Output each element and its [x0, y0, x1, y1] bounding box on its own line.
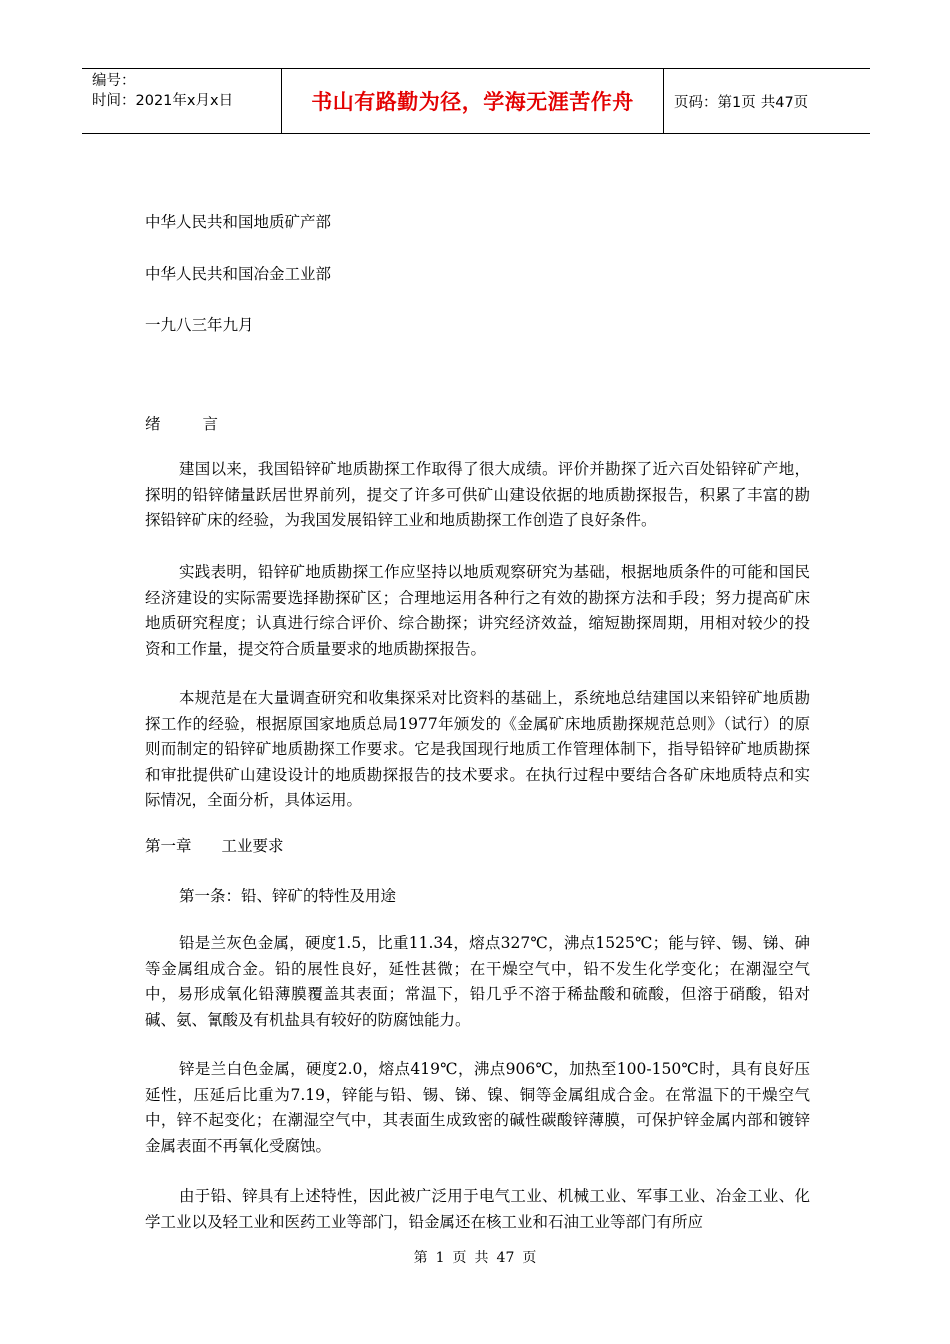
zinc-properties-paragraph: 锌是兰白色金属，硬度2.0，熔点419℃，沸点906℃，加热至100-150℃时，具有良好压延性，压延后比重为7.19，锌能与铅、锡、锑、镍、铜等金属组成合金。在常温下的干燥空气中，锌不起变化；在潮湿空气中，其表面生成致密的碱性碳酸锌薄膜，可保护锌金属内部和镀锌金属表面不再氧化受腐蚀。	[145, 1060, 810, 1155]
issuer-ministry-metallurgy: 中华人民共和国冶金工业部	[145, 265, 332, 283]
page-header	[82, 68, 870, 134]
preface-heading	[145, 412, 218, 434]
footer-ye: 页	[452, 1250, 467, 1266]
footer-gong: 共	[474, 1250, 489, 1266]
uses-paragraph: 由于铅、锌具有上述特性，因此被广泛用于电气工业、机械工业、军事工业、冶金工业、化学工业以及轻工业和医药工业等部门，铅金属还在核工业和石油工业等部门有所应	[145, 1187, 810, 1231]
document-number-label: 编号：	[92, 73, 136, 89]
header-page-info	[664, 69, 870, 133]
preface-heading-char-2: 言	[202, 415, 219, 433]
page-footer	[0, 1247, 950, 1267]
chapter-heading	[145, 834, 284, 856]
footer-di: 第	[413, 1250, 428, 1266]
preface-heading-char-1: 绪	[145, 415, 161, 433]
issue-date: 一九八三年九月	[145, 316, 254, 334]
footer-total-pages: 47	[496, 1250, 515, 1266]
document-time-label: 时间：2021年x月x日	[92, 93, 234, 109]
header-page-number: 页码：第1页	[674, 94, 756, 111]
header-page-total: 共47页	[760, 94, 809, 111]
header-meta	[82, 69, 282, 133]
chapter-title: 工业要求	[221, 837, 284, 855]
issuer-ministry-geology: 中华人民共和国地质矿产部	[145, 213, 332, 231]
article-1-heading: 第一条：铅、锌矿的特性及用途	[179, 887, 397, 905]
footer-page-number: 1	[435, 1250, 445, 1266]
preface-paragraph-3: 本规范是在大量调查研究和收集探采对比资料的基础上，系统地总结建国以来铅锌矿地质勘探工作的经验，根据原国家地质总局1977年颁发的《金属矿床地质勘探规范总则》（试行）的原则而制定的铅锌矿地质勘探工作要求。它是我国现行地质工作管理体制下，指导铅锌矿地质勘探和审批提供矿山建设设计的地质勘探报告的技术要求。在执行过程中要结合各矿床地质特点和实际情况，全面分析，具体运用。	[145, 689, 810, 809]
lead-properties-paragraph: 铅是兰灰色金属，硬度1.5，比重11.34，熔点327℃，沸点1525℃；能与锌、锡、锑、砷等金属组成合金。铅的展性良好，延性甚微；在干燥空气中，铅不发生化学变化；在潮湿空气中，易形成氧化铅薄膜覆盖其表面；常温下，铅几乎不溶于稀盐酸和硫酸，但溶于硝酸，铅对碱、氨、氰酸及有机盐具有较好的防腐蚀能力。	[145, 934, 810, 1029]
preface-paragraph-1: 建国以来，我国铅锌矿地质勘探工作取得了很大成绩。评价并勘探了近六百处铅锌矿产地，探明的铅锌储量跃居世界前列，提交了许多可供矿山建设依据的地质勘探报告，积累了丰富的勘探铅锌矿床的经验，为我国发展铅锌工业和地质勘探工作创造了良好条件。	[145, 460, 810, 529]
footer-ye-2: 页	[522, 1250, 537, 1266]
preface-paragraph-2: 实践表明，铅锌矿地质勘探工作应坚持以地质观察研究为基础，根据地质条件的可能和国民经济建设的实际需要选择勘探矿区；合理地运用各种行之有效的勘探方法和手段；努力提高矿床地质研究程度；认真进行综合评价、综合勘探；讲究经济效益，缩短勘探周期，用相对较少的投资和工作量，提交符合质量要求的地质勘探报告。	[145, 563, 810, 658]
chapter-number: 第一章	[145, 837, 192, 855]
header-motto: 书山有路勤为径，学海无涯苦作舟	[282, 69, 664, 133]
